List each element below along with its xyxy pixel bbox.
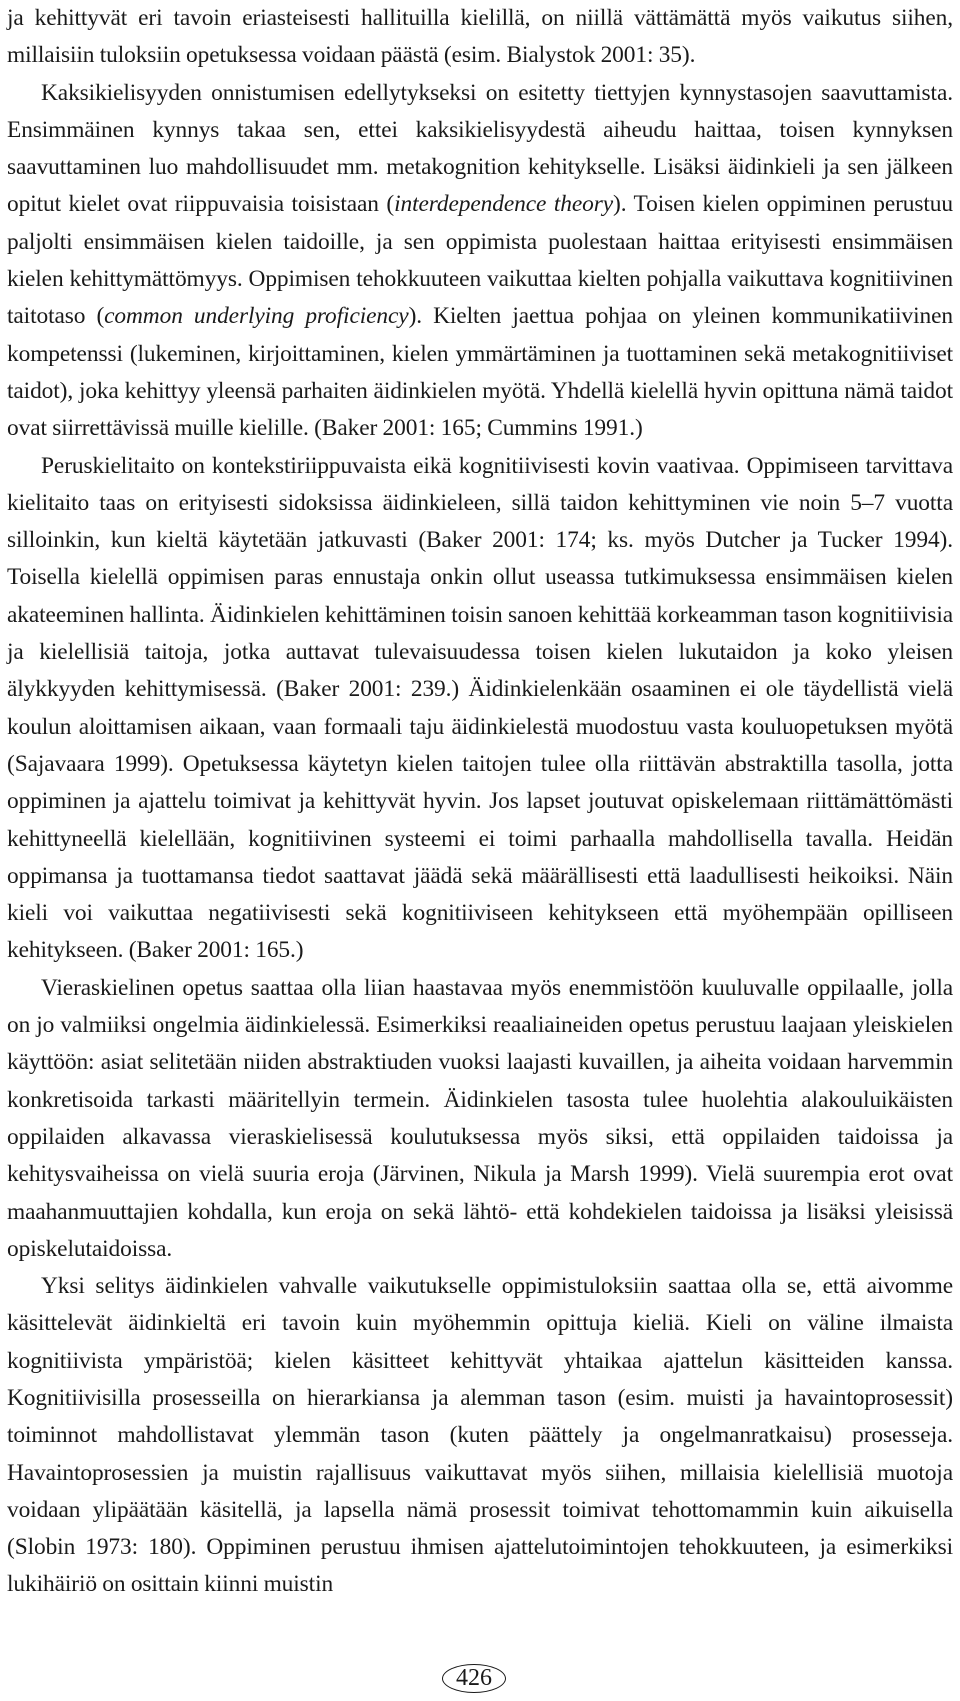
paragraph [7,448,953,970]
paragraph-text: Yksi selitys äidinkielen vahvalle vaikutukselle oppimistuloksiin saattaa olla se, että aivomme käsittelevät äidinkieltä eri tavoin kuin myöhemmin opittuja kieliä. Kieli on väline ilmaista kognitiivista ympäristöä; kielen käsitteet kehittyvät yhtaikaa ajattelun käsitteiden kanssa. Kognitiivisilla prosesseilla on hierarkiansa ja alemman tason (esim. muisti ja havaintoprosessit) toiminnot mahdollistavat ylemmän tason (kuten päättely ja ongelmanratkaisu) prosesseja. Havaintoprosessien ja muistin rajallisuus vaikuttavat myös siihen, millaisia kielellisiä muotoja voidaan ylipäätään käsitellä, ja lapsella nämä prosessit toimivat tehottomammin kuin aikuisella (Slobin 1973: 180). Oppiminen perustuu ihmisen ajattelutoimintojen tehokkuuteen, ja esimerkiksi lukihäiriö on osittain kiinni muistin [7,1273,953,1598]
document-body [7,0,953,1604]
italic-term: common underlying proficiency [104,303,409,330]
paragraph [7,0,953,75]
paragraph-text: ). Kielten jaettua pohjaa on yleinen kommunikatiivinen kompetenssi (lukeminen, kirjoittaminen, kielen ymmärtäminen ja tuottaminen sekä metakognitiiviset taidot), joka kehittyy yleensä parhaiten äidinkielen myötä. Yhdellä kielellä hyvin opittuna nämä taidot ovat siirrettävissä muille kielille. (Baker 2001: 165; Cummins 1991.) [7,303,953,442]
paragraph-text: ). Toisen kielen oppiminen perustuu paljolti ensimmäisen kielen taidoille, ja sen oppimista puolestaan haittaa erityisesti ensimmäisen kielen kehittymättömyys. Oppimisen tehokkuuteen vaikuttaa kielten pohjalla vaikuttava kognitiivinen taitotaso ( [7,191,953,330]
paragraph-text: Kaksikielisyyden onnistumisen edellytykseksi on esitetty tiettyjen kynnystasojen saavuttamista. Ensimmäinen kynnys takaa sen, ettei kaksikielisyydestä aiheudu haittaa, toisen kynnyksen saavuttaminen luo mahdollisuudet mm. metakognition kehitykselle. Lisäksi äidinkieli ja sen jälkeen opitut kielet ovat riippuvaisia toisistaan ( [7,79,953,218]
paragraph [7,1268,953,1604]
paragraph-text: ja kehittyvät eri tavoin eriasteisesti hallituilla kielillä, on niillä vättämättä myös vaikutus siihen, millaisiin tuloksiin opetuksessa voidaan päästä (esim. Bialystok 2001: 35). [7,5,953,69]
paragraph [7,970,953,1268]
paragraph-text: Peruskielitaito on kontekstiriippuvaista eikä kognitiivisesti kovin vaativaa. Oppimiseen tarvittava kielitaito taas on erityisesti sidoksissa äidinkieleen, sillä taidon kehittyminen vie noin 5–7 vuotta silloinkin, kun kieltä käytetään jatkuvasti (Baker 2001: 174; ks. myös Dutcher ja Tucker 1994). Toisella kielellä oppimisen paras ennustaja onkin ollut useassa tutkimuksessa ensimmäisen kielen akateeminen hallinta. Äidinkielen kehittäminen toisin sanoen kehittää korkeamman tason kognitiivisia ja kielellisiä taitoja, jotka auttavat tulevaisuudessa toisen kielen lukutaidon ja koko yleisen älykkyyden kehittymisessä. (Baker 2001: 239.) Äidinkielenkään osaaminen ei ole täydellistä vielä koulun aloittamisen aikaan, vaan formaali taju äidinkielestä muodostuu vasta kouluopetuksen myötä (Sajavaara 1999). Opetuksessa käytetyn kielen taitojen tulee olla riittävän abstraktilla tasolla, jotta oppiminen ja ajattelu toimivat ja kehittyvät hyvin. Jos lapset joutuvat opiskelemaan riittämättömästi kehittyneellä kielellään, kognitiivinen systeemi ei toimi parhaalla mahdollisella tavalla. Heidän oppimansa ja tuottamansa tiedot saattavat jäädä sekä määrällisesti että laadullisesti heikoiksi. Näin kieli voi vaikuttaa negatiivisesti sekä kognitiiviseen kehitykseen että myöhempään opilliseen kehitykseen. (Baker 2001: 165.) [7,452,953,964]
italic-term: interdependence theory [394,191,613,218]
page-number: 426 [442,1664,506,1693]
document-page [7,0,953,1604]
paragraph-text: Vieraskielinen opetus saattaa olla liian haastavaa myös enemmistöön kuuluvalle oppilaalle, jolla on jo valmiiksi ongelmia äidinkielessä. Esimerkiksi reaaliaineiden opetus perustuu laajaan yleiskielen käyttöön: asiat selitetään niiden abstraktiuden vuoksi laajasti kuvaillen, ja aiheita voidaan harvemmin konkretisoida tarkasti määritellyin termein. Äidinkielen tasosta tulee huolehtia alakouluikäisten oppilaiden alkavassa vieraskielisessä koulutuksessa myös siksi, että oppilaiden taidoissa ja kehitysvaiheissa on vielä suuria eroja (Järvinen, Nikula ja Marsh 1999). Vielä suurempia erot ovat maahanmuuttajien kohdalla, kun eroja on sekä lähtö- että kohdekielen taidoissa ja lisäksi yleisissä opiskelutaidoissa. [7,974,953,1262]
paragraph [7,75,953,448]
